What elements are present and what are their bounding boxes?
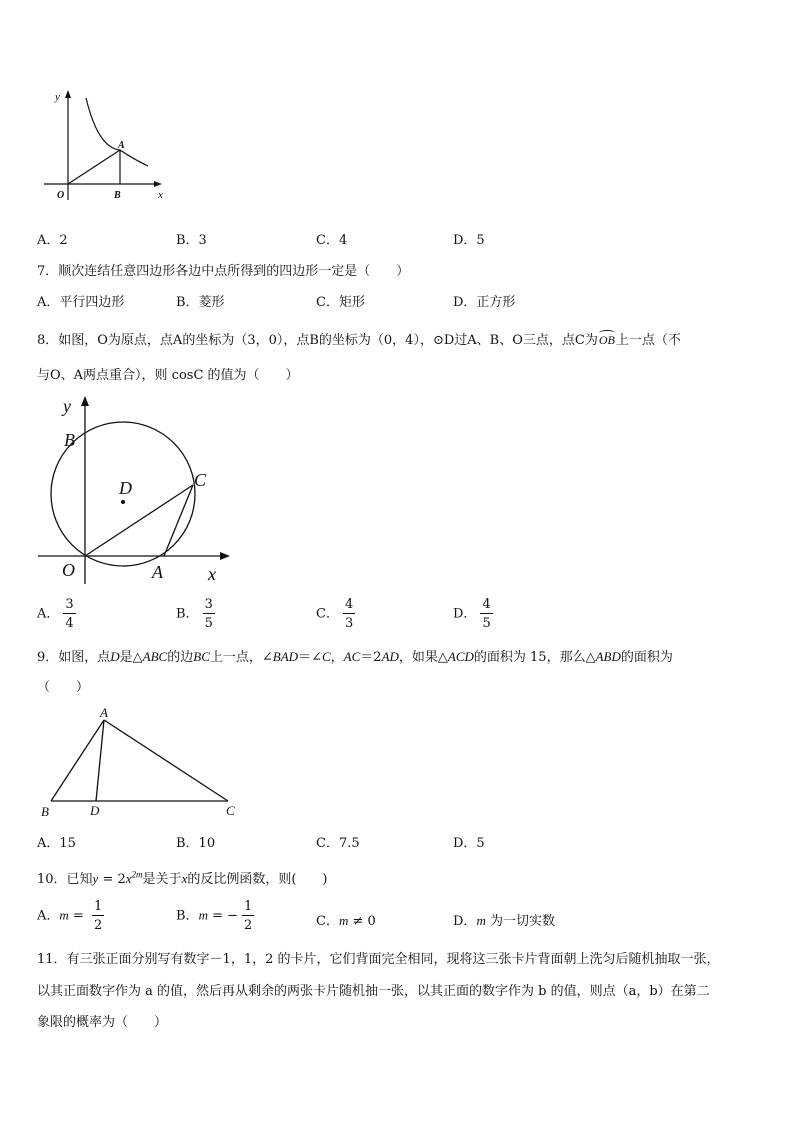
q9-text: 的面积为 [620, 650, 673, 665]
formula-var: x [125, 871, 132, 886]
fig2-d-label: D [119, 478, 132, 498]
q10-text: 的反比例函数，则( ) [187, 872, 328, 887]
q8-option-a[interactable] [37, 598, 76, 630]
q9-text: 的面积为 15，那么△ [473, 650, 596, 665]
fig3-c-label: C [226, 803, 235, 818]
option-label: C． [316, 606, 339, 622]
denominator: 2 [93, 918, 103, 933]
numerator: 3 [65, 597, 74, 612]
q8-stem-text-cont: 上一点（不 [615, 333, 681, 348]
fig1-b-label: B [114, 190, 121, 201]
q8-arc-label [598, 333, 616, 348]
q9-text: 是△ [119, 650, 143, 665]
q6-option-d[interactable]: D．5 [453, 233, 485, 248]
hyperbola-figure [40, 88, 170, 206]
q8-option-d[interactable] [453, 598, 493, 630]
circle-figure [36, 394, 236, 588]
q9-text: 9．如图，点 [37, 650, 111, 665]
q9-text: ，如果△ [398, 650, 448, 665]
denominator: 2 [244, 918, 253, 933]
fig1-o-label: O [57, 190, 65, 201]
q9-var: AD [381, 649, 399, 664]
q9-var: D [110, 649, 120, 664]
denominator: 5 [204, 616, 213, 631]
option-var: m [476, 913, 486, 928]
numerator: 4 [344, 597, 354, 612]
q9-stem-line2: （ ） [37, 680, 90, 695]
fig3-a-label: A [100, 705, 108, 720]
option-label: B． [176, 606, 199, 622]
arc-mark [599, 330, 615, 336]
denominator: 5 [482, 616, 491, 631]
q7-option-c[interactable]: C．矩形 [316, 295, 365, 310]
formula-exponent: 2m [131, 869, 143, 880]
q8-stem-text: 8．如图，O为原点，点A的坐标为（3，0），点B的坐标为（0，4），⊙D过A、B、O三点，点C为 [37, 333, 598, 348]
fraction [203, 598, 215, 630]
q9-text: ＝2 [360, 650, 382, 665]
q9-option-a[interactable]: A．15 [37, 836, 76, 851]
q9-var: ABC [142, 649, 168, 664]
denominator: 3 [344, 616, 354, 631]
fig3-b-label: B [41, 804, 49, 819]
q8-arc-text: OB [598, 333, 615, 347]
q9-option-c[interactable]: C．7.5 [316, 836, 360, 851]
fig1-x-label: x [158, 189, 163, 201]
option-label: B． [176, 908, 199, 924]
numerator: 4 [482, 597, 491, 612]
q9-text: ＝∠ [298, 650, 322, 665]
q6-option-b[interactable]: B．3 [176, 233, 207, 248]
fig3-d-label: D [90, 803, 100, 818]
q10-option-d[interactable] [453, 910, 555, 929]
q6-option-c[interactable]: C．4 [316, 233, 348, 248]
q9-var: AC [343, 649, 361, 664]
q7-stem: 7．顺次连结任意四边形各边中点所得到的四边形一定是（ ） [37, 264, 410, 279]
option-var: m [198, 907, 208, 923]
q9-text: 上一点，∠ [209, 650, 273, 665]
q8-option-c[interactable] [316, 598, 355, 630]
fig2-y-label: y [63, 396, 71, 416]
fraction [63, 598, 75, 630]
q10-option-c[interactable] [316, 910, 376, 929]
fig2-o-label: O [62, 560, 75, 580]
q9-option-b[interactable]: B．10 [176, 836, 216, 851]
q10-text: 10．已知 [37, 872, 93, 887]
fig2-x-label: x [208, 564, 216, 584]
q8-option-b[interactable] [176, 598, 215, 630]
q9-option-d[interactable]: D．5 [453, 836, 485, 851]
fraction [343, 598, 355, 630]
q9-var: BAD [272, 649, 299, 664]
fig2-c-label: C [194, 470, 207, 490]
q11-stem-line1: 11．有三张正面分别写有数字－1，1，2 的卡片，它们背面完全相同，现将这三张卡片背面朝上洗匀后随机抽取一张， [37, 952, 720, 967]
q9-text: 的边 [167, 650, 194, 665]
option-var: m [338, 913, 349, 928]
q10-text: 是关于 [142, 872, 182, 887]
formula-op: = 2 [98, 872, 126, 887]
option-text: 为一切实数 [485, 914, 555, 929]
q10-var: x [181, 871, 188, 886]
numerator: 3 [204, 597, 213, 612]
option-label: A． [37, 908, 60, 924]
option-label: A． [37, 606, 60, 622]
q9-var: ACD [447, 649, 474, 664]
option-label: D． [453, 606, 477, 622]
q7-option-b[interactable]: B．菱形 [176, 295, 225, 310]
q9-stem-line1 [37, 646, 673, 665]
denominator: 4 [65, 616, 74, 631]
q6-option-a[interactable]: A．2 [37, 233, 68, 248]
option-var: m [59, 907, 69, 923]
q7-option-a[interactable]: A．平行四边形 [37, 295, 125, 310]
fig2-a-label: A [152, 562, 163, 582]
q10-option-b[interactable] [176, 900, 254, 932]
q7-option-d[interactable]: D．正方形 [453, 295, 516, 310]
q9-var: C [321, 649, 331, 664]
q9-var: ABD [595, 649, 621, 664]
option-op: = [68, 908, 88, 924]
q11-stem-line2: 以其正面数字作为 a 的值，然后再从剩余的两张卡片随机抽一张，以其正面的数字作为 b 的值，则点（a，b）在第二 [37, 984, 710, 999]
fraction [242, 900, 254, 932]
q8-stem-line2: 与O、A两点重合），则 cosC 的值为（ ） [37, 368, 299, 383]
q10-option-a[interactable] [37, 900, 104, 932]
q11-stem-line3: 象限的概率为（ ） [37, 1015, 168, 1030]
option-label: D． [453, 914, 477, 929]
fraction [480, 598, 492, 630]
triangle-figure [38, 704, 242, 822]
numerator: 1 [93, 899, 103, 914]
formula-var: y [92, 871, 99, 886]
q10-formula [92, 869, 143, 887]
fig2-b-label: B [64, 430, 75, 450]
q9-var: BC [193, 649, 210, 664]
q9-text: ， [330, 650, 344, 665]
q8-stem-line1 [37, 329, 681, 348]
q10-stem [37, 868, 328, 887]
fig1-a-label: A [118, 140, 125, 151]
option-op: = − [207, 908, 239, 924]
fraction [92, 900, 104, 932]
numerator: 1 [244, 899, 253, 914]
fig1-y-label: y [55, 91, 60, 103]
option-label: C． [316, 914, 339, 929]
option-text: ≠ 0 [348, 914, 376, 929]
